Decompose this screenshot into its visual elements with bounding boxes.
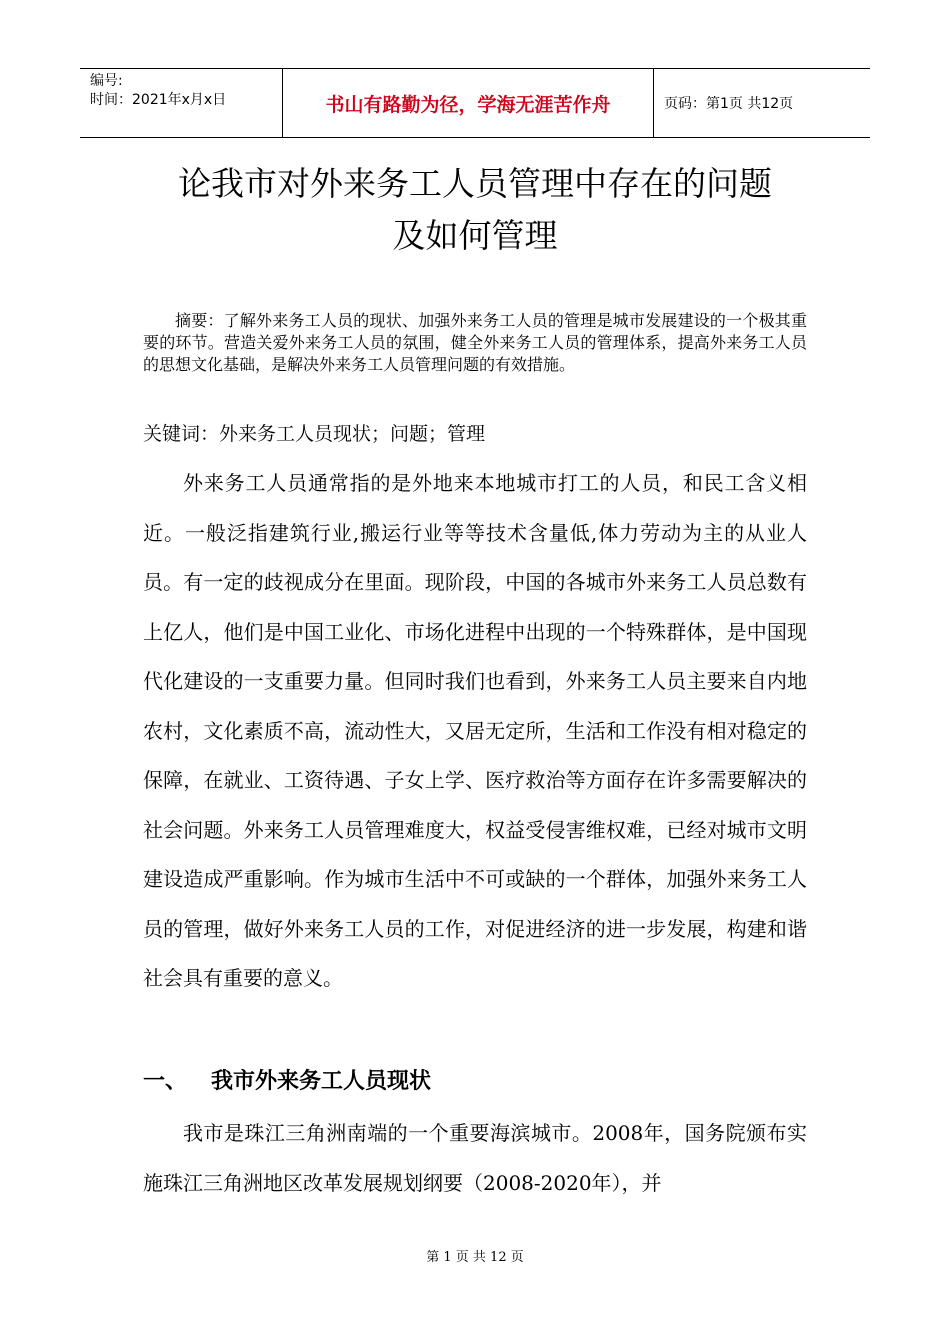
document-title: [0, 158, 950, 262]
number-label: 编号:: [90, 73, 123, 89]
header-page-info: 页码：第1页 共12页: [664, 96, 794, 112]
document-header: [80, 68, 870, 138]
keywords: 关键词：外来务工人员现状；问题；管理: [143, 423, 486, 445]
title-line-1: 论我市对外来务工人员管理中存在的问题: [178, 164, 772, 203]
section-heading-1: [143, 1065, 431, 1099]
page-footer: 第 1 页 共 12 页: [426, 1250, 524, 1265]
section-number: 一、: [143, 1069, 188, 1094]
body-paragraph-2: 我市是珠江三角洲南端的一个重要海滨城市。2008年，国务院颁布实施珠江三角洲地区改革发展规划纲要（2008-2020年），并: [143, 1121, 807, 1195]
header-motto: 书山有路勤为径，学海无涯苦作舟: [282, 69, 654, 137]
abstract: 摘要：了解外来务工人员的现状、加强外来务工人员的管理是城市发展建设的一个极其重要的环节。营造关爱外来务工人员的氛围，健全外来务工人员的管理体系，提高外来务工人员的思想文化基础，是解决外来务工人员管理问题的有效措施。: [143, 311, 807, 374]
header-meta: [80, 69, 282, 137]
time-label: 时间：2021年x月x日: [90, 92, 227, 108]
body-paragraph-1: 外来务工人员通常指的是外地来本地城市打工的人员，和民工含义相近。一般泛指建筑行业,搬运行业等等技术含量低,体力劳动为主的从业人员。有一定的歧视成分在里面。现阶段，中国的各城市外来务工人员总数有上亿人，他们是中国工业化、市场化进程中出现的一个特殊群体，是中国现代化建设的一支重要力量。但同时我们也看到，外来务工人员主要来自内地农村，文化素质不高，流动性大，又居无定所，生活和工作没有相对稳定的保障，在就业、工资待遇、子女上学、医疗救治等方面存在许多需要解决的社会问题。外来务工人员管理难度大，权益受侵害维权难，已经对城市文明建设造成严重影响。作为城市生活中不可或缺的一个群体，加强外来务工人员的管理，做好外来务工人员的工作，对促进经济的进一步发展，构建和谐社会具有重要的意义。: [143, 471, 807, 990]
title-line-2: 及如何管理: [392, 216, 558, 255]
section-title: 我市外来务工人员现状: [211, 1069, 432, 1094]
